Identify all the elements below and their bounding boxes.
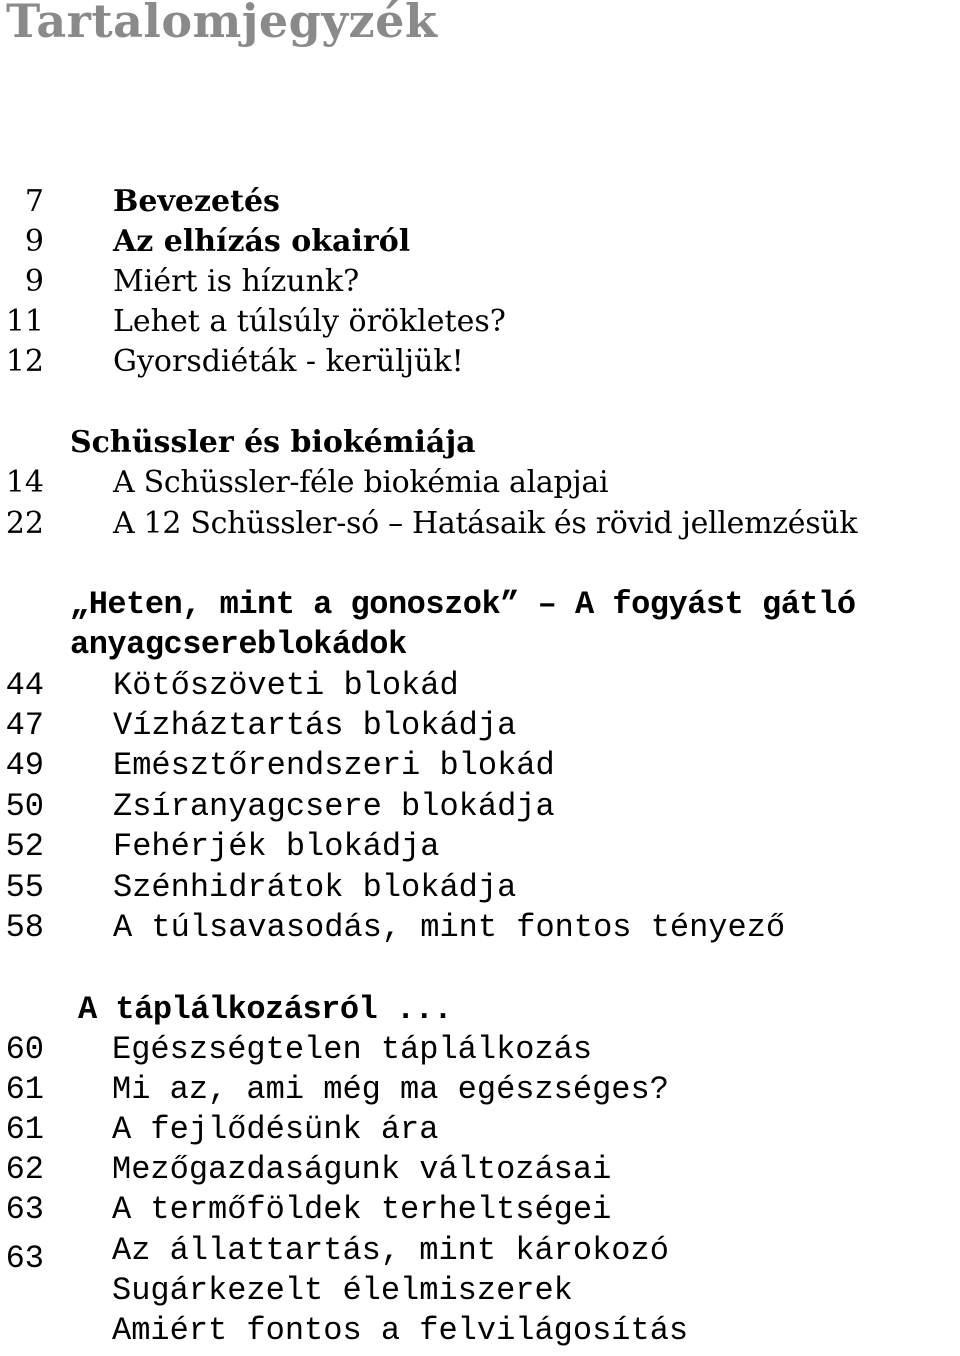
toc-entry[interactable] <box>0 1030 960 1070</box>
toc-page-number: 52 <box>5 828 44 865</box>
toc-entry-label: Mi az, ami még ma egészséges? <box>112 1071 669 1108</box>
toc-page-number: 9 <box>24 224 44 259</box>
toc-page-number: 14 <box>5 465 44 500</box>
toc-entry[interactable] <box>0 746 960 786</box>
toc-entry[interactable] <box>0 463 960 503</box>
toc-page-number: 55 <box>5 869 44 906</box>
toc-page-number: 63 <box>5 1240 44 1277</box>
toc-page-number: 61 <box>5 1071 44 1108</box>
toc-entry-label: Sugárkezelt élelmiszerek <box>112 1272 573 1309</box>
toc-entry-label: Gyorsdiéták - kerüljük! <box>113 344 464 379</box>
toc-page-number: 12 <box>5 344 44 379</box>
toc-entry[interactable] <box>0 302 960 342</box>
toc-entry-label: Emésztőrendszeri blokád <box>113 747 555 784</box>
toc-entry[interactable] <box>0 1231 960 1277</box>
toc-entry-label: Az állattartás, mint károkozó <box>112 1232 669 1269</box>
toc-entry[interactable] <box>0 182 960 222</box>
toc-page-number: 47 <box>5 707 44 744</box>
toc-entry-label: Mezőgazdaságunk változásai <box>112 1151 612 1188</box>
toc-page-number: 61 <box>5 1111 44 1148</box>
toc-entry-label: Kötőszöveti blokád <box>113 667 459 704</box>
toc-entry[interactable] <box>0 706 960 746</box>
toc-entry-label: Az elhízás okairól <box>113 224 411 259</box>
toc-page-number: 50 <box>5 788 44 825</box>
toc-entry[interactable] <box>0 262 960 302</box>
toc-entry-label: Bevezetés <box>113 184 280 219</box>
toc-entry[interactable] <box>0 908 960 948</box>
section-heading: Schüssler és biokémiája <box>70 425 476 460</box>
toc-page-number: 49 <box>5 747 44 784</box>
toc-entry[interactable] <box>0 222 960 262</box>
toc-entry-label: Szénhidrátok blokádja <box>113 869 517 906</box>
toc-entry-label: Miért is hízunk? <box>113 264 360 299</box>
toc-page-number: 7 <box>24 184 44 219</box>
toc-entry-label: Lehet a túlsúly örökletes? <box>113 304 506 339</box>
toc-entry-label: A túlsavasodás, mint fontos tényező <box>113 909 786 946</box>
toc-entry[interactable] <box>0 1271 960 1311</box>
toc-entry[interactable] <box>0 827 960 867</box>
toc-entry-label: A termőföldek terheltségei <box>112 1191 612 1228</box>
toc-entry[interactable] <box>0 342 960 382</box>
page-title: Tartalomjegyzék <box>6 0 438 48</box>
toc-entry-label: Vízháztartás blokádja <box>113 707 517 744</box>
toc-page-number: 11 <box>5 304 44 339</box>
toc-entry[interactable] <box>0 504 960 544</box>
toc-entry[interactable] <box>0 1150 960 1190</box>
section-heading-continued: anyagcsereblokádok <box>70 626 407 663</box>
toc-entry[interactable] <box>0 868 960 908</box>
toc-entry[interactable] <box>0 1110 960 1150</box>
toc-entry[interactable] <box>0 666 960 706</box>
toc-entry[interactable] <box>0 1190 960 1230</box>
toc-entry-label: A fejlődésünk ára <box>112 1111 439 1148</box>
toc-entry-label: Fehérjék blokádja <box>113 828 440 865</box>
toc-entry-label: Egészségtelen táplálkozás <box>112 1031 593 1068</box>
toc-page-number: 22 <box>5 506 44 541</box>
toc-entry-label: Amiért fontos a felvilágosítás <box>112 1312 689 1349</box>
toc-entry-label: A Schüssler-féle biokémia alapjai <box>113 465 609 500</box>
section-heading: A táplálkozásról ... <box>78 991 453 1028</box>
toc-page-number: 62 <box>5 1151 44 1188</box>
toc-page-number: 44 <box>5 667 44 704</box>
section-heading: „Heten, mint a gonoszok” – A fogyást gátló <box>70 586 856 623</box>
toc-entry-label: Zsíranyagcsere blokádja <box>113 788 555 825</box>
toc-page-number: 58 <box>5 909 44 946</box>
toc-page-number: 60 <box>5 1031 44 1068</box>
toc-entry[interactable] <box>0 787 960 827</box>
toc-entry[interactable] <box>0 1070 960 1110</box>
toc-entry[interactable] <box>0 1311 960 1351</box>
toc-page-number: 9 <box>24 264 44 299</box>
toc-entry-label: A 12 Schüssler-só – Hatásaik és rövid jellemzésük <box>113 506 858 541</box>
toc-page-number: 63 <box>5 1191 44 1228</box>
